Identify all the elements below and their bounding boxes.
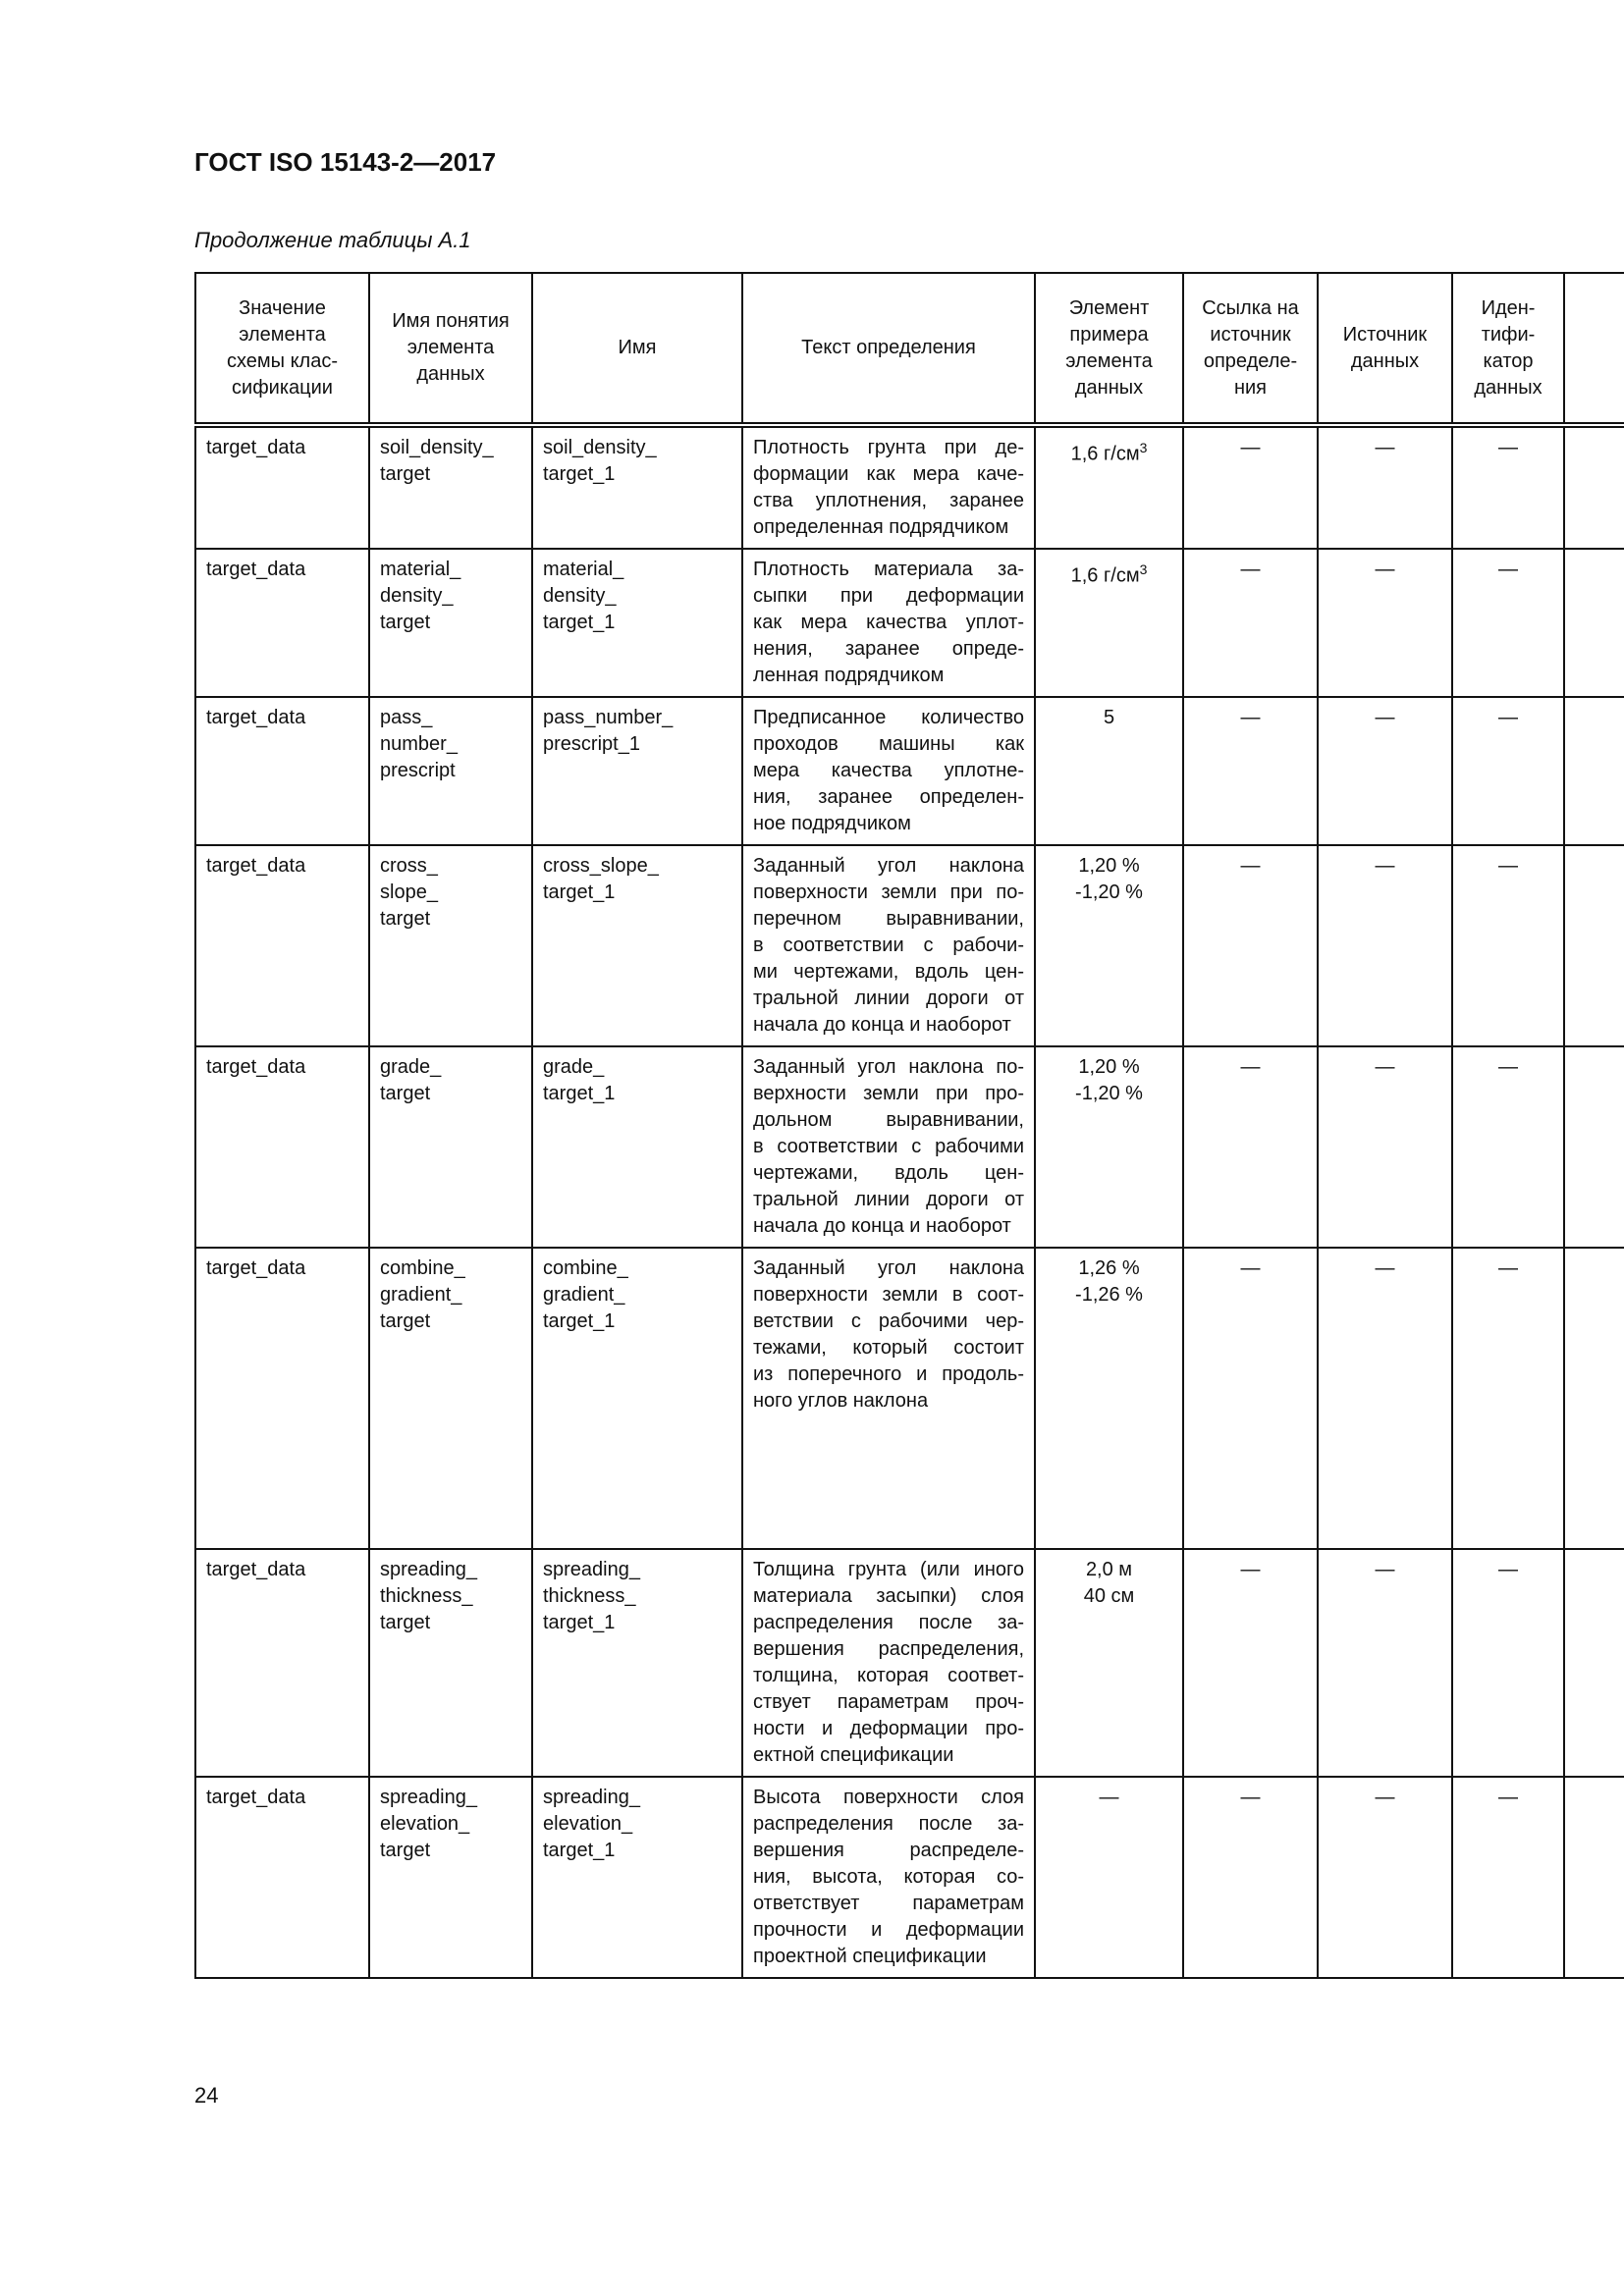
column-header-concept-name (369, 273, 532, 425)
column-header-example (1035, 273, 1183, 425)
cell-example (1035, 1046, 1183, 1248)
example-value: -1,20 % (1075, 881, 1143, 903)
header-line: ния (1233, 376, 1268, 399)
column-header-extra (1564, 273, 1624, 425)
cell-text: density_ (380, 585, 454, 607)
cell-classification-value (195, 845, 369, 1046)
cell-classification-value (195, 425, 369, 549)
cell-definition (742, 425, 1035, 549)
definition-line: как мера качества уплот- (753, 612, 1024, 633)
example-value: 1,20 % (1078, 855, 1140, 877)
cell-text: gradient_ (543, 1284, 625, 1306)
cell-classification-value (195, 1777, 369, 1978)
definition-line: тральной линии дороги от (753, 988, 1024, 1009)
definition-line: ния, заранее определен- (753, 786, 1024, 808)
example-value: 5 (1103, 707, 1115, 728)
definition-line: дольном выравнивании, (753, 1109, 1024, 1131)
header-line: данных (416, 363, 485, 385)
example-value: 40 см (1083, 1585, 1135, 1607)
cell-concept-name (369, 1777, 532, 1978)
definition-line: Предписанное количество (753, 707, 1024, 728)
cell-text: spreading_ (380, 1559, 477, 1580)
header-line: данных (1350, 349, 1420, 372)
cell-name (532, 1549, 742, 1777)
definition-line: ное подрядчиком (753, 813, 911, 834)
cell-text: target_1 (543, 1612, 616, 1633)
header-line: Значение (239, 296, 326, 319)
definition-line: Заданный угол наклона (753, 855, 1024, 877)
cell-extra (1564, 1777, 1624, 1978)
cell-text: — (1498, 1056, 1518, 1078)
cell-example (1035, 1248, 1183, 1549)
cell-text: prescript_1 (543, 733, 640, 755)
cell-text: pass_number_ (543, 707, 674, 728)
definition-line: поверхности земли при по- (753, 881, 1024, 903)
cell-extra (1564, 845, 1624, 1046)
example-value: -1,20 % (1075, 1083, 1143, 1104)
header-line: элемента (1065, 349, 1153, 372)
cell-concept-name (369, 845, 532, 1046)
superscript: 3 (1139, 440, 1148, 455)
definition-line: ствует параметрам проч- (753, 1691, 1024, 1713)
cell-definition-source-ref (1183, 549, 1318, 697)
cell-text: — (1498, 559, 1518, 580)
definition-line: вершения распределения, (753, 1638, 1024, 1660)
header-line: сификации (232, 376, 333, 399)
cell-text: — (1240, 707, 1261, 728)
definition-line: поверхности земли в соот- (753, 1284, 1024, 1306)
definition-line: проектной спецификации (753, 1946, 987, 1967)
cell-name (532, 697, 742, 845)
cell-data-identifier (1452, 425, 1564, 549)
cell-example (1035, 549, 1183, 697)
cell-text: — (1240, 1559, 1261, 1580)
header-line: Элемент (1068, 296, 1150, 319)
example-value: 2,0 м (1085, 1559, 1133, 1580)
cell-definition-source-ref (1183, 1248, 1318, 1549)
table-row (195, 425, 1624, 549)
definition-line: распределения после за- (753, 1612, 1024, 1633)
cell-data-source (1318, 697, 1452, 845)
cell-classification-value (195, 549, 369, 697)
example-value: 1,26 % (1078, 1257, 1140, 1279)
cell-concept-name (369, 425, 532, 549)
definition-line: Плотность грунта при де- (753, 437, 1024, 458)
cell-data-source (1318, 425, 1452, 549)
definition-line: сыпки при деформации (753, 585, 1024, 607)
cell-text: — (1375, 1257, 1395, 1279)
cell-text: target_1 (543, 1840, 616, 1861)
cell-example (1035, 1549, 1183, 1777)
cell-text: thickness_ (380, 1585, 473, 1607)
column-header-data-source (1318, 273, 1452, 425)
cell-definition (742, 549, 1035, 697)
cell-definition (742, 1046, 1035, 1248)
definition-line: тральной линии дороги от (753, 1189, 1024, 1210)
superscript: 3 (1139, 561, 1148, 577)
cell-classification-value (195, 1549, 369, 1777)
definition-line: ленная подрядчиком (753, 665, 945, 686)
cell-text: target (380, 908, 431, 930)
cell-text: soil_density_ (543, 437, 657, 458)
definition-line: ства уплотнения, заранее (753, 490, 1024, 511)
cell-concept-name (369, 549, 532, 697)
definition-line: начала до конца и наоборот (753, 1215, 1011, 1237)
definition-line: в соответствии с рабочи- (753, 934, 1024, 956)
header-line: Имя понятия (392, 310, 510, 332)
cell-data-identifier (1452, 697, 1564, 845)
cell-text: target (380, 1840, 431, 1861)
cell-definition-source-ref (1183, 1046, 1318, 1248)
cell-text: target_1 (543, 1083, 616, 1104)
header-line: Имя (618, 337, 657, 358)
column-header-name (532, 273, 742, 425)
table-row (195, 1777, 1624, 1978)
cell-text: cross_slope_ (543, 855, 659, 877)
definition-line: ния, высота, которая со- (753, 1866, 1024, 1888)
table-row (195, 1248, 1624, 1549)
header-line: элемента (239, 323, 326, 346)
cell-definition (742, 1248, 1035, 1549)
cell-data-identifier (1452, 1549, 1564, 1777)
cell-text: number_ (380, 733, 458, 755)
example-value: 1,6 г/см (1070, 443, 1140, 465)
cell-data-identifier (1452, 845, 1564, 1046)
definition-line: ного углов наклона (753, 1390, 929, 1412)
cell-concept-name (369, 1046, 532, 1248)
definition-line: Заданный угол наклона (753, 1257, 1024, 1279)
cell-definition-source-ref (1183, 1777, 1318, 1978)
cell-name (532, 549, 742, 697)
cell-text: target (380, 463, 431, 485)
header-line: схемы клас- (226, 349, 338, 372)
cell-text: soil_density_ (380, 437, 494, 458)
cell-text: — (1375, 1056, 1395, 1078)
definition-line: прочности и деформации (753, 1919, 1024, 1941)
cell-text: target_data (206, 437, 306, 458)
cell-extra (1564, 697, 1624, 845)
cell-text: — (1498, 855, 1518, 877)
cell-text: — (1498, 707, 1518, 728)
cell-name (532, 845, 742, 1046)
table-row (195, 845, 1624, 1046)
example-value: 1,6 г/см (1070, 564, 1140, 587)
cell-text: — (1240, 1257, 1261, 1279)
header-line: примера (1069, 323, 1149, 346)
cell-text: pass_ (380, 707, 433, 728)
definition-line: Высота поверхности слоя (753, 1787, 1024, 1808)
header-line: элемента (406, 337, 495, 358)
cell-text: target_data (206, 1056, 306, 1078)
page-number: 24 (194, 2083, 219, 2108)
example-value: -1,26 % (1075, 1284, 1143, 1306)
definition-line: перечном выравнивании, (753, 908, 1024, 930)
cell-text: combine_ (380, 1257, 465, 1279)
definition-line: начала до конца и наоборот (753, 1014, 1011, 1036)
cell-classification-value (195, 1248, 369, 1549)
header-line: источник (1210, 323, 1291, 346)
header-line: данных (1474, 376, 1543, 399)
cell-example (1035, 697, 1183, 845)
cell-concept-name (369, 1549, 532, 1777)
cell-text: target_data (206, 707, 306, 728)
definition-line: ответствует параметрам (753, 1893, 1024, 1914)
definition-line: распределения после за- (753, 1813, 1024, 1835)
cell-definition (742, 697, 1035, 845)
definition-line: вершения распределе- (753, 1840, 1024, 1861)
definition-line: ветствии с рабочими чер- (753, 1310, 1024, 1332)
cell-data-source (1318, 1777, 1452, 1978)
cell-classification-value (195, 697, 369, 845)
definition-line: мера качества уплотне- (753, 760, 1024, 781)
header-line: Текст определения (801, 337, 976, 358)
cell-text: slope_ (380, 881, 438, 903)
cell-text: elevation_ (380, 1813, 470, 1835)
definition-line: ектной спецификации (753, 1744, 954, 1766)
definition-line: ности и деформации про- (753, 1718, 1024, 1739)
cell-text: target_1 (543, 881, 616, 903)
cell-text: — (1375, 1559, 1395, 1580)
cell-text: — (1240, 1787, 1261, 1808)
cell-text: cross_ (380, 855, 438, 877)
cell-text: target_data (206, 1257, 306, 1279)
cell-text: material_ (543, 559, 624, 580)
cell-text: — (1498, 1257, 1518, 1279)
cell-text: — (1240, 437, 1261, 458)
cell-text: — (1375, 707, 1395, 728)
definition-line: Плотность материала за- (753, 559, 1024, 580)
cell-definition-source-ref (1183, 1549, 1318, 1777)
cell-extra (1564, 1248, 1624, 1549)
cell-text: elevation_ (543, 1813, 633, 1835)
cell-definition (742, 1549, 1035, 1777)
definition-line: материала засыпки) слоя (753, 1585, 1024, 1607)
cell-text: — (1498, 1787, 1518, 1808)
cell-text: prescript (380, 760, 456, 781)
table-header-row (195, 273, 1624, 425)
cell-extra (1564, 1046, 1624, 1248)
cell-text: thickness_ (543, 1585, 636, 1607)
table-row (195, 1046, 1624, 1248)
cell-concept-name (369, 697, 532, 845)
cell-text: — (1375, 437, 1395, 458)
definition-line: верхности земли при про- (753, 1083, 1024, 1104)
column-header-data-identifier (1452, 273, 1564, 425)
cell-text: target_1 (543, 1310, 616, 1332)
definition-line: Толщина грунта (или иного (753, 1559, 1024, 1580)
cell-name (532, 1046, 742, 1248)
cell-data-identifier (1452, 1777, 1564, 1978)
cell-definition-source-ref (1183, 845, 1318, 1046)
cell-data-source (1318, 845, 1452, 1046)
example-value: 1,20 % (1078, 1056, 1140, 1078)
cell-text: — (1375, 855, 1395, 877)
cell-example (1035, 845, 1183, 1046)
cell-text: combine_ (543, 1257, 628, 1279)
cell-text: spreading_ (543, 1559, 640, 1580)
cell-data-identifier (1452, 1248, 1564, 1549)
cell-data-identifier (1452, 1046, 1564, 1248)
cell-classification-value (195, 1046, 369, 1248)
definition-line: проходов машины как (753, 733, 1024, 755)
cell-text: — (1375, 1787, 1395, 1808)
cell-example (1035, 425, 1183, 549)
cell-extra (1564, 1549, 1624, 1777)
example-value: — (1099, 1787, 1119, 1808)
cell-text: — (1498, 437, 1518, 458)
cell-text: — (1240, 1056, 1261, 1078)
cell-extra (1564, 549, 1624, 697)
cell-text: grade_ (543, 1056, 605, 1078)
header-line: данных (1074, 376, 1144, 399)
cell-text: target_data (206, 559, 306, 580)
definition-line: Заданный угол наклона по- (753, 1056, 1024, 1078)
cell-text: — (1375, 559, 1395, 580)
cell-text: grade_ (380, 1056, 442, 1078)
cell-name (532, 425, 742, 549)
column-header-definition-text (742, 273, 1035, 425)
cell-definition-source-ref (1183, 425, 1318, 549)
cell-text: target_data (206, 1787, 306, 1808)
cell-text: — (1498, 1559, 1518, 1580)
cell-data-source (1318, 549, 1452, 697)
cell-example (1035, 1777, 1183, 1978)
header-line: тифи- (1481, 323, 1536, 346)
cell-text: target_data (206, 1559, 306, 1580)
definition-line: формации как мера каче- (753, 463, 1024, 485)
column-header-classification-value (195, 273, 369, 425)
cell-definition (742, 1777, 1035, 1978)
cell-extra (1564, 425, 1624, 549)
cell-text: target (380, 1083, 431, 1104)
document-title: ГОСТ ISO 15143-2—2017 (194, 147, 497, 177)
header-line: Источник (1342, 323, 1428, 346)
definition-line: ми чертежами, вдоль цен- (753, 961, 1024, 983)
cell-text: target (380, 612, 431, 633)
definition-line: определенная подрядчиком (753, 516, 1009, 538)
table-continuation-caption: Продолжение таблицы А.1 (194, 228, 471, 252)
definition-line: чертежами, вдоль цен- (753, 1162, 1024, 1184)
cell-definition-source-ref (1183, 697, 1318, 845)
definition-line: из поперечного и продоль- (753, 1363, 1024, 1385)
table-row (195, 697, 1624, 845)
header-line: Иден- (1481, 296, 1536, 319)
cell-text: target (380, 1310, 431, 1332)
header-line: катор (1483, 349, 1534, 372)
cell-definition (742, 845, 1035, 1046)
cell-text: gradient_ (380, 1284, 462, 1306)
cell-text: — (1240, 855, 1261, 877)
definition-line: в соответствии с рабочими (753, 1136, 1024, 1157)
cell-text: density_ (543, 585, 617, 607)
cell-concept-name (369, 1248, 532, 1549)
cell-text: target_data (206, 855, 306, 877)
cell-data-source (1318, 1046, 1452, 1248)
cell-text: material_ (380, 559, 461, 580)
definition-line: нения, заранее опреде- (753, 638, 1024, 660)
cell-data-identifier (1452, 549, 1564, 697)
cell-text: spreading_ (543, 1787, 640, 1808)
cell-name (532, 1248, 742, 1549)
cell-data-source (1318, 1248, 1452, 1549)
header-line: Ссылка на (1202, 296, 1299, 319)
column-header-definition-source-ref (1183, 273, 1318, 425)
table-row (195, 549, 1624, 697)
cell-text: target_1 (543, 612, 616, 633)
header-line: определе- (1203, 349, 1298, 372)
cell-text: target (380, 1612, 431, 1633)
definition-line: толщина, которая соответ- (753, 1665, 1024, 1686)
data-elements-table (194, 272, 1624, 1979)
cell-name (532, 1777, 742, 1978)
cell-data-source (1318, 1549, 1452, 1777)
cell-text: target_1 (543, 463, 616, 485)
cell-text: spreading_ (380, 1787, 477, 1808)
table-row (195, 1549, 1624, 1777)
definition-line: тежами, который состоит (753, 1337, 1024, 1359)
cell-text: — (1240, 559, 1261, 580)
